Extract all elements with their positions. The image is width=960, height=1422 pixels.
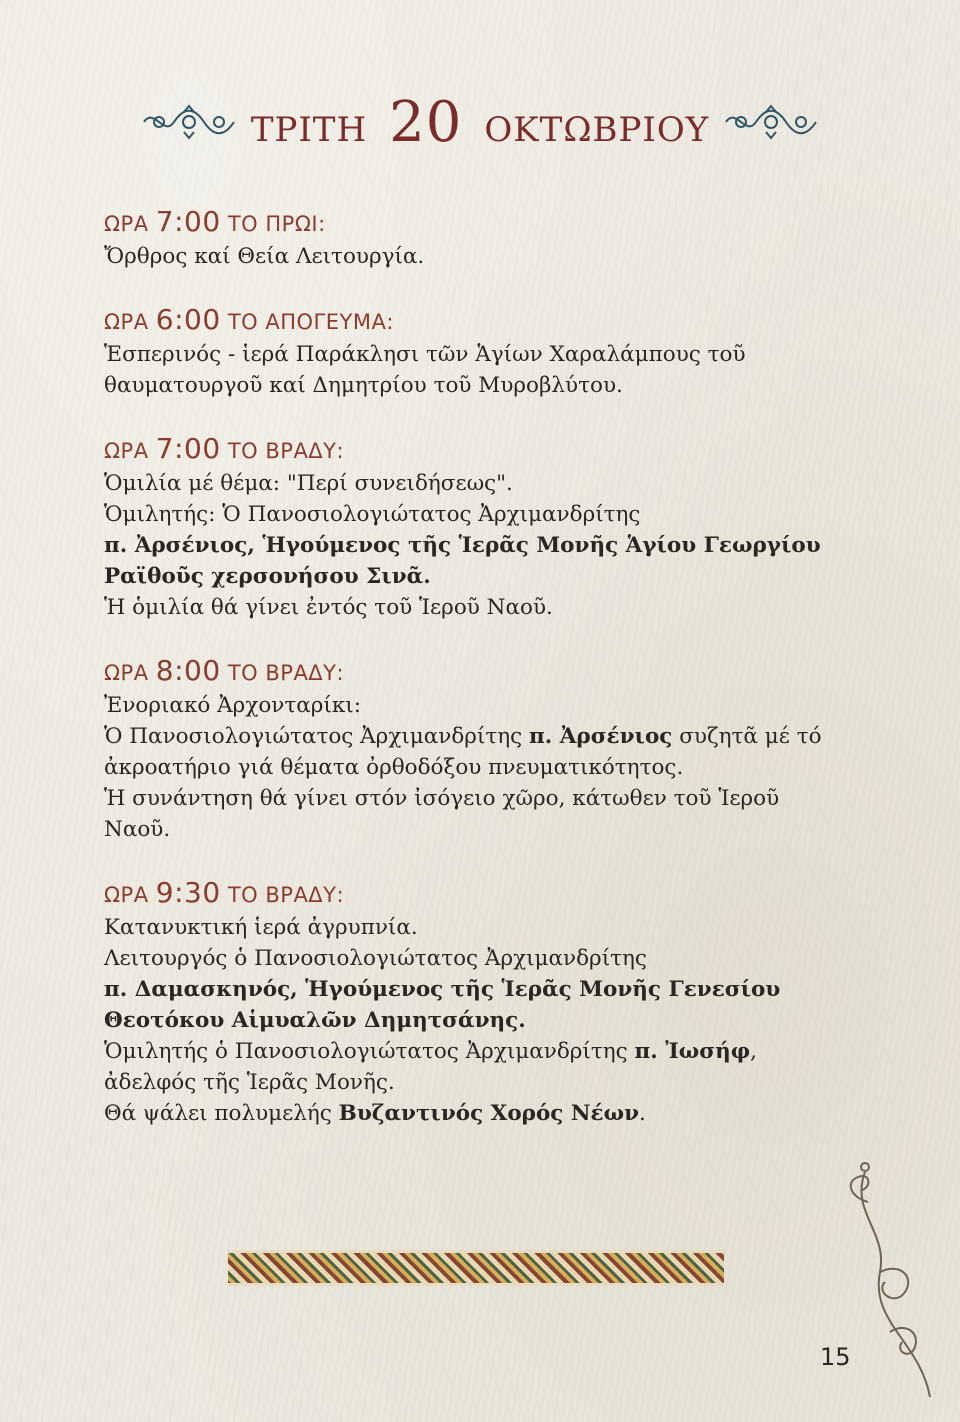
title-day: ΤΡΙΤΗ xyxy=(250,109,368,150)
left-ornament-icon xyxy=(139,102,239,142)
section-heading xyxy=(104,432,844,468)
text-run: συζητᾶ μέ τό xyxy=(672,724,822,749)
text-run: θαυματουργοῦ καί Δημητρίου τοῦ Μυροβλύτου. xyxy=(104,373,623,398)
heading-period: ΤΟ ΒΡΑΔΥ: xyxy=(227,883,345,907)
section-line xyxy=(104,339,844,370)
schedule-section xyxy=(104,876,844,1129)
text-run: Ἑσπερινός - ἱερά Παράκλησι τῶν Ἁγίων Χαραλάμπους τοῦ xyxy=(104,342,746,367)
text-run: Ὁμιλία μέ θέμα: "Περί συνειδήσεως". xyxy=(104,471,513,496)
text-run: Ὁμιλητής: Ὁ Πανοσιολογιώτατος Ἀρχιμανδρίτης xyxy=(104,502,641,527)
section-line xyxy=(104,241,844,272)
schedule-section xyxy=(104,432,844,623)
heading-period: ΤΟ ΒΡΑΔΥ: xyxy=(227,661,345,685)
bold-text: Βυζαντινός Χορός Νέων xyxy=(338,1101,639,1126)
heading-label: ΩΡΑ xyxy=(104,310,149,334)
heading-time: 7:00 xyxy=(155,205,221,238)
text-run: Ναοῦ. xyxy=(104,817,171,842)
heading-label: ΩΡΑ xyxy=(104,439,149,463)
page-title xyxy=(251,90,709,155)
text-run: Ὁ Πανοσιολογιώτατος Ἀρχιμανδρίτης xyxy=(104,724,530,749)
heading-label: ΩΡΑ xyxy=(104,883,149,907)
section-line xyxy=(104,592,844,623)
heading-time: 7:00 xyxy=(155,432,221,465)
section-line xyxy=(104,468,844,499)
text-run: Κατανυκτική ἱερά ἀγρυπνία. xyxy=(104,915,418,940)
section-heading xyxy=(104,303,844,339)
bold-text: Ραϊθοῦς χερσονήσου Σινᾶ. xyxy=(104,564,431,589)
heading-period: ΤΟ ΑΠΟΓΕΥΜΑ: xyxy=(227,310,394,334)
heading-period: ΤΟ ΠΡΩΙ: xyxy=(227,212,326,236)
schedule-section xyxy=(104,654,844,845)
text-run: ἀκροατήριο γιά θέματα ὀρθοδόξου πνευματικότητος. xyxy=(104,755,684,780)
section-line xyxy=(104,370,844,401)
bold-text: π. Ἰωσήφ xyxy=(634,1039,751,1064)
text-run: Ἡ συνάντηση θά γίνει στόν ἰσόγειο χῶρο, κάτωθεν τοῦ Ἱεροῦ xyxy=(104,786,780,811)
section-line xyxy=(104,814,844,845)
heading-label: ΩΡΑ xyxy=(104,661,149,685)
bold-text: π. Ἀρσένιος, Ἡγούμενος τῆς Ἱερᾶς Μονῆς Ἁγίου Γεωργίου xyxy=(104,533,821,558)
heading-time: 6:00 xyxy=(155,303,221,336)
right-ornament-icon xyxy=(721,102,821,142)
section-line xyxy=(104,974,844,1005)
section-line xyxy=(104,1005,844,1036)
text-run: Θά ψάλει πολυμελής xyxy=(104,1101,339,1126)
text-run: Ὄρθρος καί Θεία Λειτουργία. xyxy=(104,244,425,269)
bold-text: π. Ἀρσένιος xyxy=(529,724,673,749)
text-run: Ἐνοριακό Ἀρχονταρίκι: xyxy=(104,693,361,718)
section-line xyxy=(104,783,844,814)
heading-period: ΤΟ ΒΡΑΔΥ: xyxy=(227,439,345,463)
section-line xyxy=(104,721,844,752)
text-run: Ἡ ὁμιλία θά γίνει ἐντός τοῦ Ἱεροῦ Ναοῦ. xyxy=(104,595,553,620)
text-run: Λειτουργός ὁ Πανοσιολογιώτατος Ἀρχιμανδρίτης xyxy=(104,946,647,971)
schedule-content xyxy=(104,205,844,1160)
heading-label: ΩΡΑ xyxy=(104,212,149,236)
section-line xyxy=(104,499,844,530)
decorative-border-band xyxy=(228,1250,724,1286)
text-run: Ὁμιλητής ὁ Πανοσιολογιώτατος Ἀρχιμανδρίτης xyxy=(104,1039,635,1064)
schedule-section xyxy=(104,205,844,272)
heading-time: 9:30 xyxy=(155,876,221,909)
section-heading xyxy=(104,205,844,241)
heading-time: 8:00 xyxy=(155,654,221,687)
section-line xyxy=(104,1067,844,1098)
section-line xyxy=(104,530,844,561)
text-run: ἀδελφός τῆς Ἱερᾶς Μονῆς. xyxy=(104,1070,395,1095)
section-line xyxy=(104,1098,844,1129)
section-line xyxy=(104,752,844,783)
title-date-number: 20 xyxy=(389,89,463,155)
section-line xyxy=(104,690,844,721)
section-line xyxy=(104,943,844,974)
bold-text: π. Δαμασκηνός, Ἡγούμενος τῆς Ἱερᾶς Μονῆς Γενεσίου xyxy=(104,977,781,1002)
section-heading xyxy=(104,654,844,690)
bold-text: Θεοτόκου Αἱμυαλῶν Δημητσάνης. xyxy=(104,1008,526,1033)
text-run: , xyxy=(750,1039,757,1064)
section-line xyxy=(104,912,844,943)
section-line xyxy=(104,1036,844,1067)
section-line xyxy=(104,561,844,592)
title-month: ΟΚΤΩΒΡΙΟΥ xyxy=(484,109,710,150)
text-run: . xyxy=(639,1101,646,1126)
page-number: 15 xyxy=(820,1343,851,1371)
section-heading xyxy=(104,876,844,912)
page-header xyxy=(0,82,960,162)
schedule-section xyxy=(104,303,844,401)
